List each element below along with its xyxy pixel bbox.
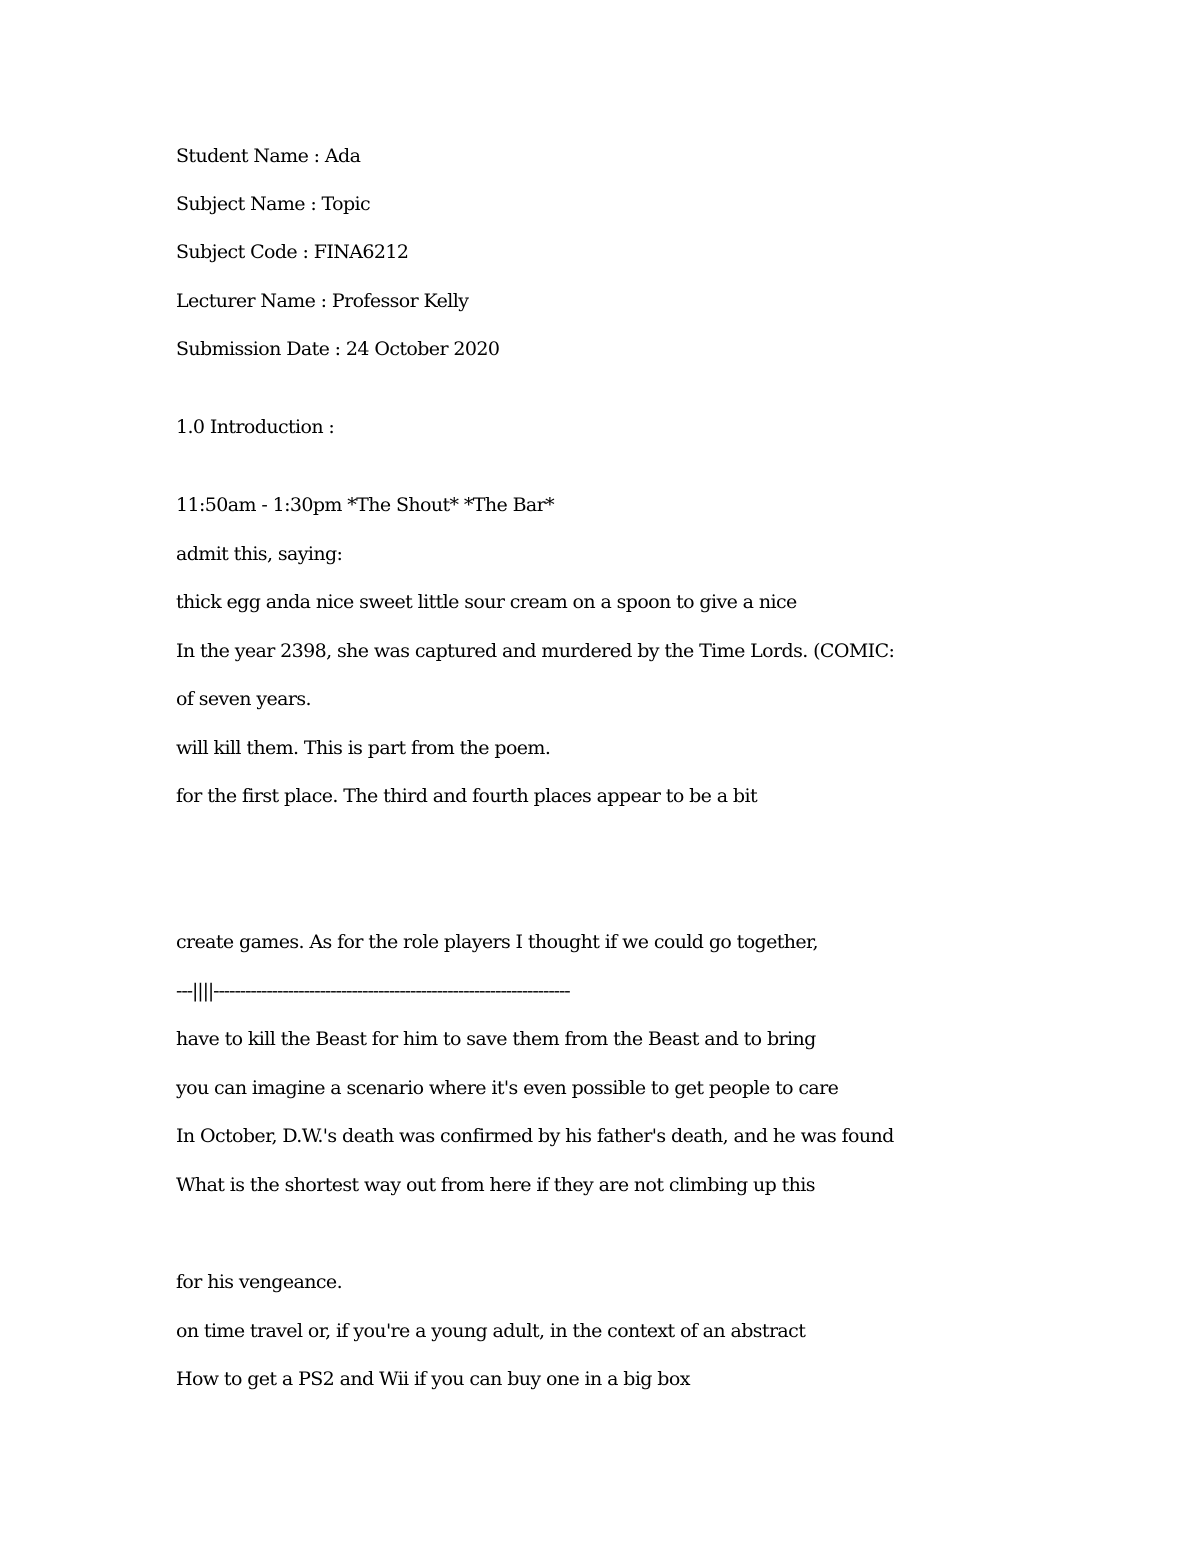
body-line: you can imagine a scenario where it's even possible to get people to care <box>176 1077 839 1099</box>
body-line: for the first place. The third and fourth places appear to be a bit <box>176 785 757 807</box>
body-line: of seven years. <box>176 688 311 710</box>
body-line: will kill them. This is part from the poem. <box>176 737 551 759</box>
body-line: admit this, saying: <box>176 543 343 565</box>
body-line: for his vengeance. <box>176 1271 343 1293</box>
subject-code-line: Subject Code : FINA6212 <box>176 241 409 263</box>
divider-line: ---||||------------------------------------------------------------------- <box>176 980 570 1002</box>
body-line: thick egg anda nice sweet little sour cream on a spoon to give a nice <box>176 591 797 613</box>
body-line: In the year 2398, she was captured and murdered by the Time Lords. (COMIC: <box>176 640 895 662</box>
section-heading: 1.0 Introduction : <box>176 416 335 438</box>
body-line: on time travel or, if you're a young adult, in the context of an abstract <box>176 1320 806 1342</box>
body-line: create games. As for the role players I thought if we could go together, <box>176 931 818 953</box>
body-line: In October, D.W.'s death was confirmed by his father's death, and he was found <box>176 1125 894 1147</box>
body-line: How to get a PS2 and Wii if you can buy one in a big box <box>176 1368 690 1390</box>
lecturer-name-line: Lecturer Name : Professor Kelly <box>176 290 469 312</box>
body-line: What is the shortest way out from here if they are not climbing up this <box>176 1174 815 1196</box>
submission-date-line: Submission Date : 24 October 2020 <box>176 338 500 360</box>
subject-name-line: Subject Name : Topic <box>176 193 371 215</box>
body-line: have to kill the Beast for him to save them from the Beast and to bring <box>176 1028 816 1050</box>
student-name-line: Student Name : Ada <box>176 145 361 167</box>
body-line: 11:50am - 1:30pm *The Shout* *The Bar* <box>176 494 555 516</box>
